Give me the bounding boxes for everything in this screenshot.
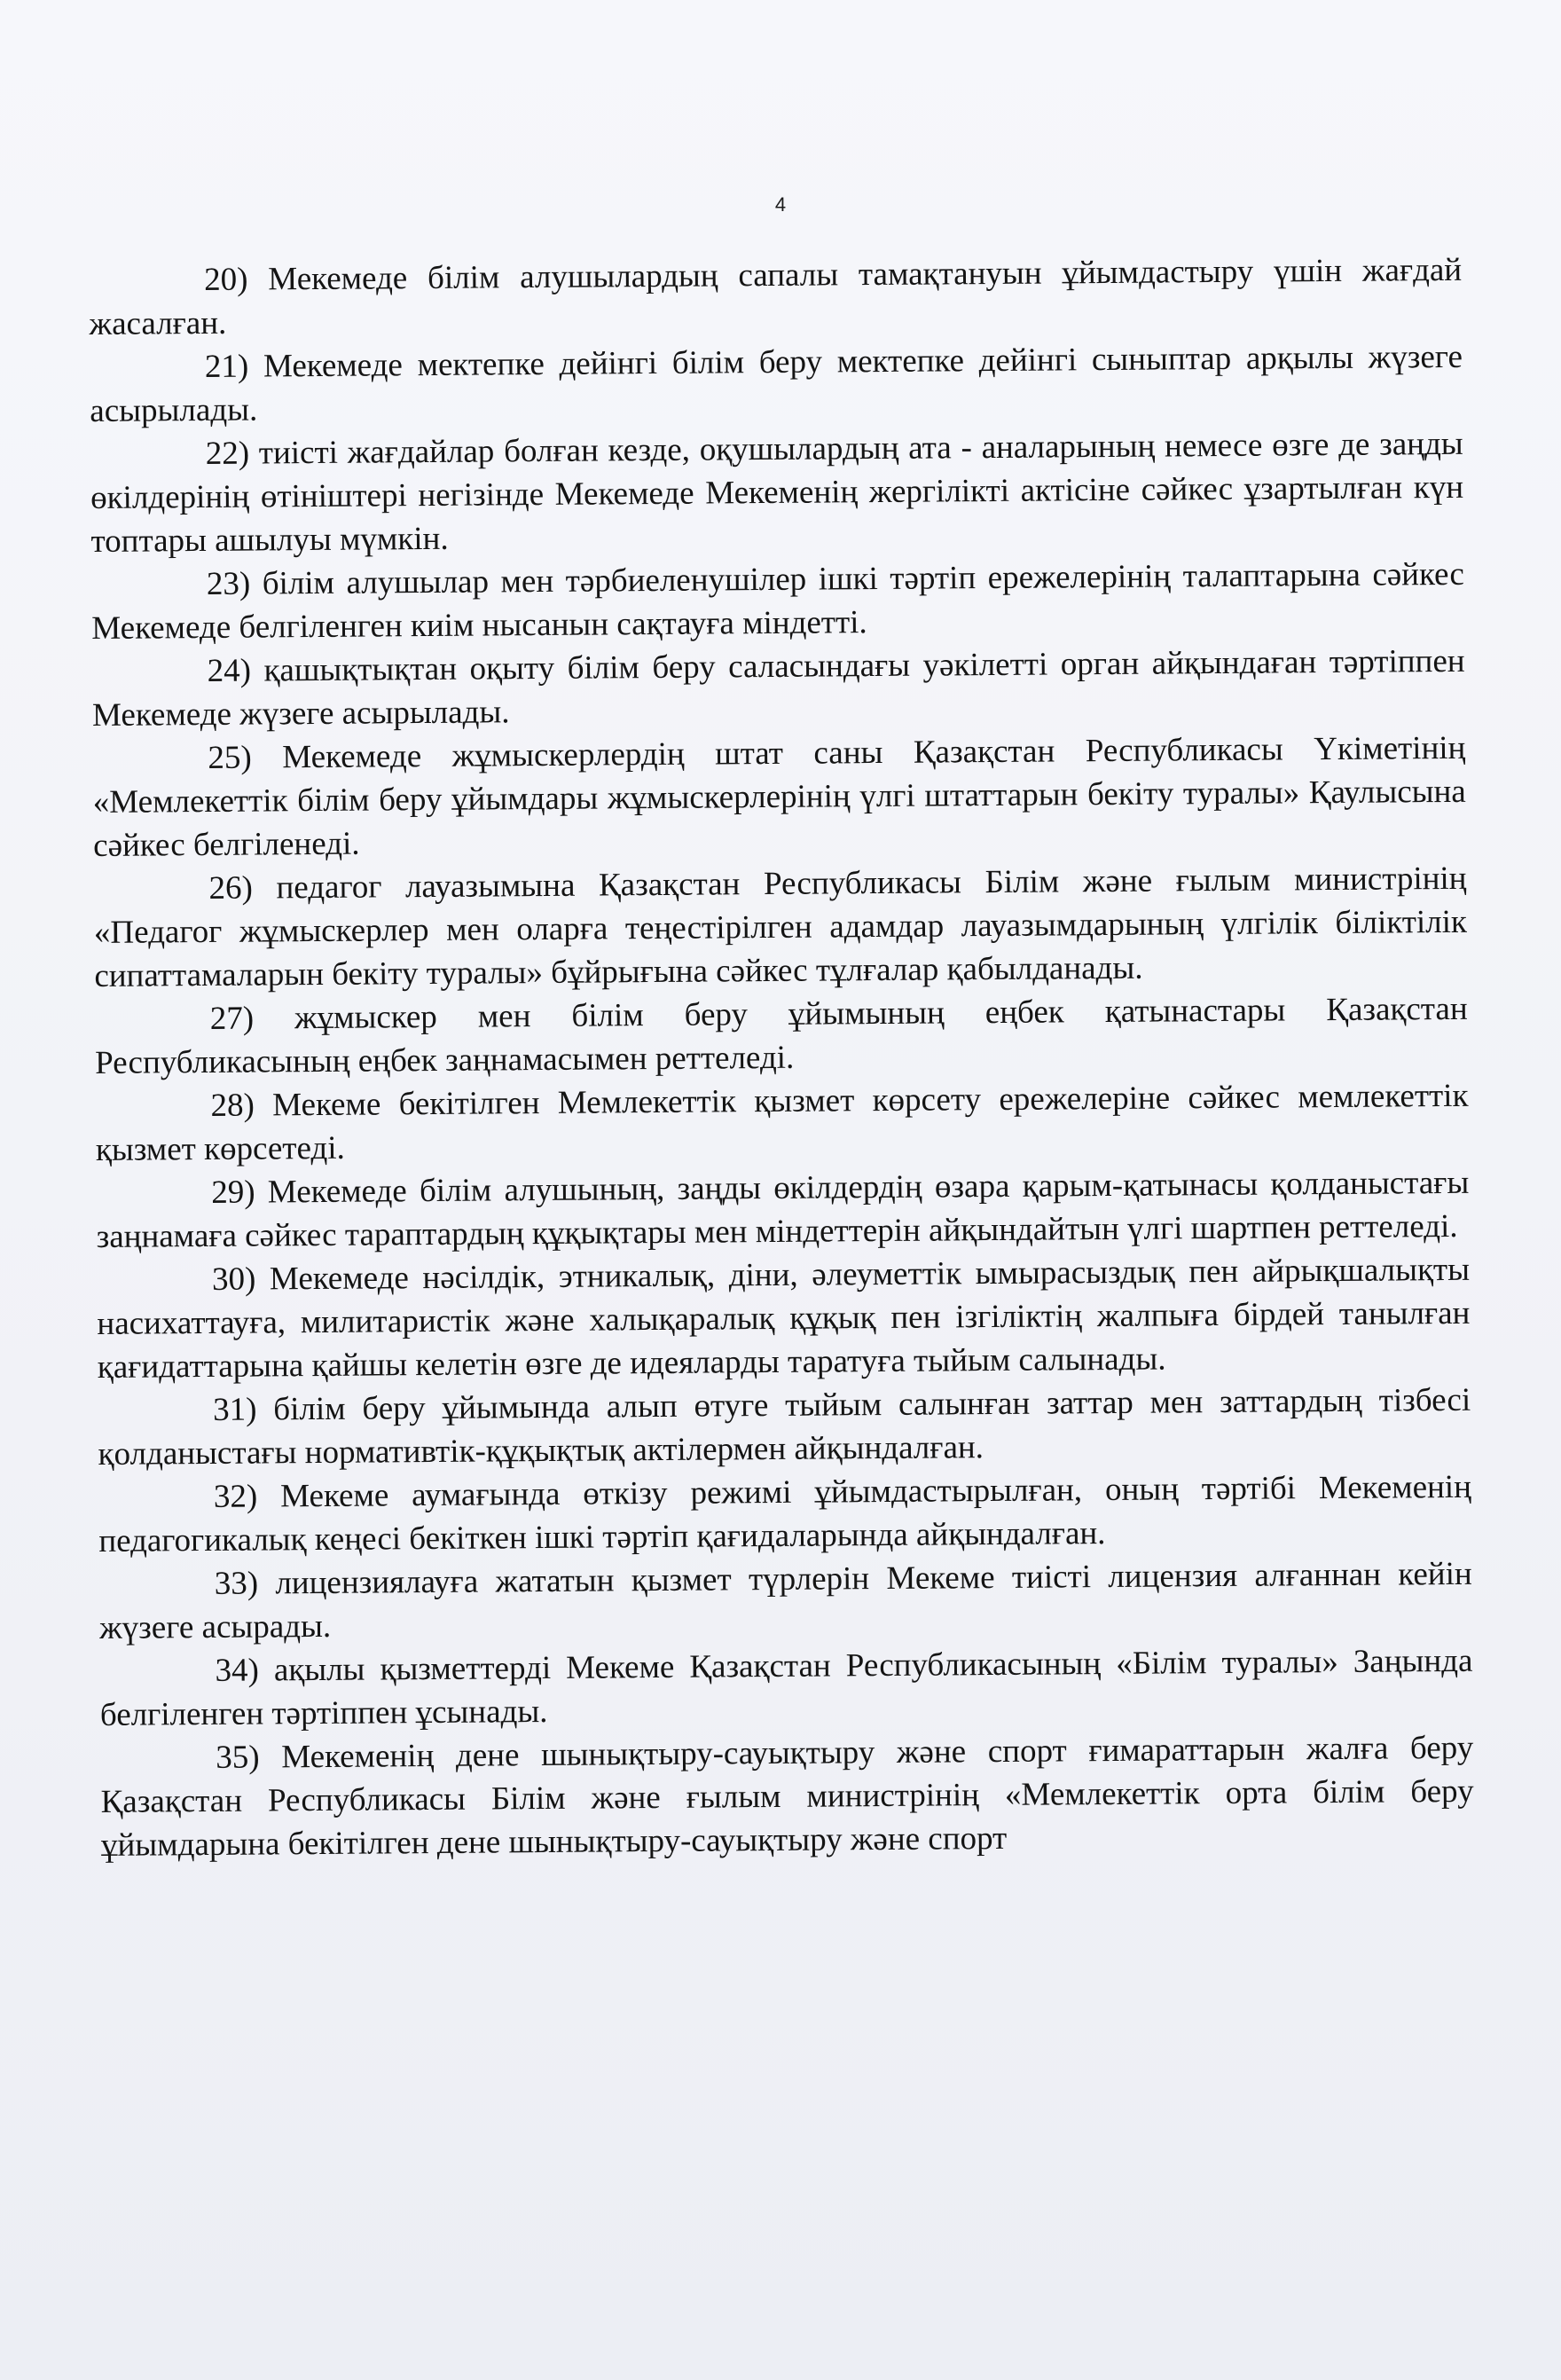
document-body bbox=[89, 248, 1474, 1867]
paragraph-23: 23) білім алушылар мен тәрбиеленушілер ішкі тәртіп ережелерінің талаптарына сәйкес Мекемеде белгіленген киім нысанын сақтауға міндетті. bbox=[91, 555, 1464, 647]
paragraph-26: 26) педагог лауазымына Қазақстан Республикасы Білім және ғылым министрінің «Педагог жұмыскерлер мен оларға теңестірілген адамдар лауазымдарының үлгілік біліктілік сипаттамаларын бекіту туралы» бұйрығына сәйкес тұлғалар қабылданады. bbox=[93, 860, 1468, 994]
paragraph-32: 32) Мекеме аумағында өткізу режимі ұйымдастырылған, оның тәртібі Мекеменің педагогикалық кеңесі бекіткен ішкі тәртіп қағидаларында айқындалған. bbox=[98, 1468, 1472, 1559]
paragraph-28: 28) Мекеме бекітілген Мемлекеттік қызмет көрсету ережелеріне сәйкес мемлекеттік қызмет көрсетеді. bbox=[95, 1077, 1469, 1168]
paragraph-34: 34) ақылы қызметтерді Мекеме Қазақстан Республикасының «Білім туралы» Заңында белгіленген тәртіппен ұсынады. bbox=[99, 1642, 1473, 1733]
paragraph-35: 35) Мекеменің дене шынықтыру-сауықтыру және спорт ғимараттарын жалға беру Қазақстан Республикасы Білім және ғылым министрінің «Мемлекеттік орта білім беру ұйымдарына бекітілген дене шынықтыру-сауықтыру және спорт bbox=[100, 1729, 1474, 1864]
paragraph-27: 27) жұмыскер мен білім беру ұйымының еңбек қатынастары Қазақстан Республикасының еңбек заңнамасымен реттеледі. bbox=[94, 990, 1468, 1081]
paragraph-25: 25) Мекемеде жұмыскерлердің штат саны Қазақстан Республикасы Үкіметінің «Мемлекеттік білім беру ұйымдары жұмыскерлерінің үлгі штаттарын бекіту туралы» Қаулысына сәйкес белгіленеді. bbox=[92, 729, 1466, 864]
paragraph-22: 22) тиісті жағдайлар болған кезде, оқушылардың ата - аналарының немесе өзге де заңды өкілдерінің өтініштері негізінде Мекемеде Мекеменің жергілікті актісіне сәйкес ұзартылған күн топтары ашылуы мүмкін. bbox=[90, 425, 1464, 560]
paragraph-20: 20) Мекемеде білім алушылардың сапалы тамақтануын ұйымдастыру үшін жағдай жасалған. bbox=[89, 251, 1463, 342]
paragraph-29: 29) Мекемеде білім алушының, заңды өкілдердің өзара қарым-қатынасы қолданыстағы заңнамаға сәйкес тараптардың құқықтары мен міндеттерін айқындайтын үлгі шартпен реттеледі. bbox=[96, 1164, 1470, 1255]
paragraph-30: 30) Мекемеде нәсілдік, этникалық, діни, әлеуметтік ымырасыздық пен айрықшалықты насихаттауға, милитаристік және халықаралық құқық пен ізгіліктің жалпыға бірдей танылған қағидаттарына қайшы келетін өзге де идеяларды таратуға тыйым салынады. bbox=[97, 1251, 1471, 1386]
paragraph-33: 33) лицензиялауға жататын қызмет түрлерін Мекеме тиісті лицензия алғаннан кейін жүзеге асырады. bbox=[98, 1555, 1472, 1646]
paragraph-31: 31) білім беру ұйымында алып өтуге тыйым салынған заттар мен заттардың тізбесі қолданыстағы нормативтік-құқықтық актілермен айқындалған. bbox=[98, 1381, 1471, 1473]
paragraph-24: 24) қашықтықтан оқыту білім беру саласындағы уәкілетті орган айқындаған тәртіппен Мекемеде жүзеге асырылады. bbox=[91, 642, 1465, 734]
page-number: 4 bbox=[774, 193, 787, 216]
paragraph-21: 21) Мекемеде мектепке дейінгі білім беру мектепке дейінгі сыныптар арқылы жүзеге асырылады. bbox=[90, 338, 1463, 429]
